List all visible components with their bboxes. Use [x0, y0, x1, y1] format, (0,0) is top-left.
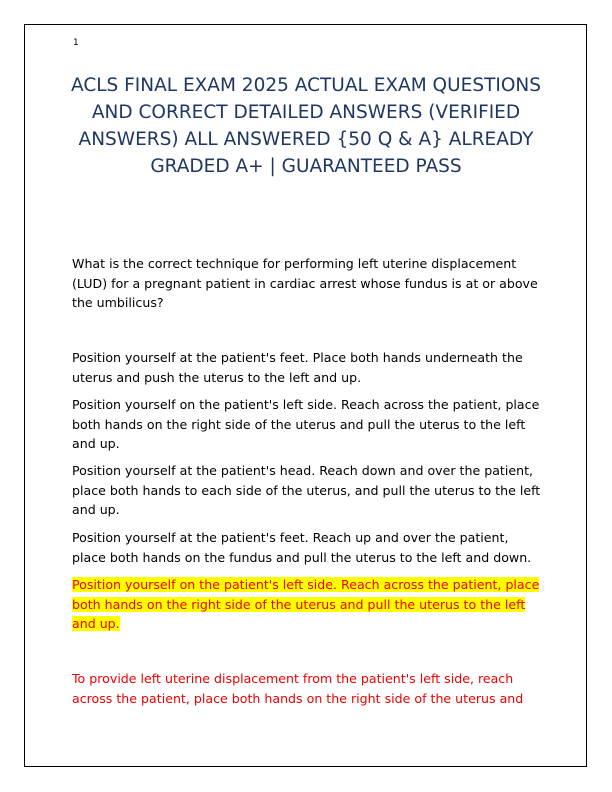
option-4: Position yourself at the patient's feet. Reach up and over the patient, place both hands on the fundus and pull the uterus to the left and down.: [72, 530, 532, 565]
answer-explanation: To provide left uterine displacement from the patient's left side, reach across the patient, place both hands on the right side of the uterus and: [72, 671, 524, 706]
document-title: ACLS FINAL EXAM 2025 ACTUAL EXAM QUESTIONS AND CORRECT DETAILED ANSWERS (VERIFIED ANSWERS) ALL ANSWERED {50 Q & A} ALREADY GRADED A+ | GUARANTEED PASS: [70, 75, 541, 177]
question-text: What is the correct technique for performing left uterine displacement (LUD) for a pregnant patient in cardiac arrest whose fundus is at or above the umbilicus?: [72, 256, 538, 310]
option-2: Position yourself on the patient's left side. Reach across the patient, place both hands on the right side of the uterus and pull the uterus to the left and up.: [72, 397, 540, 451]
correct-answer-highlight: Position yourself on the patient's left side. Reach across the patient, place both hands on the right side of the uterus and pull the uterus to the left and up.: [72, 577, 540, 631]
option-1: Position yourself at the patient's feet. Place both hands underneath the uterus and push the uterus to the left and up.: [72, 350, 523, 385]
option-3: Position yourself at the patient's head. Reach down and over the patient, place both hands to each side of the uterus, and pull the uterus to the left and up.: [72, 463, 541, 517]
correct-answer: [72, 575, 542, 634]
page-number: 1: [73, 38, 79, 48]
